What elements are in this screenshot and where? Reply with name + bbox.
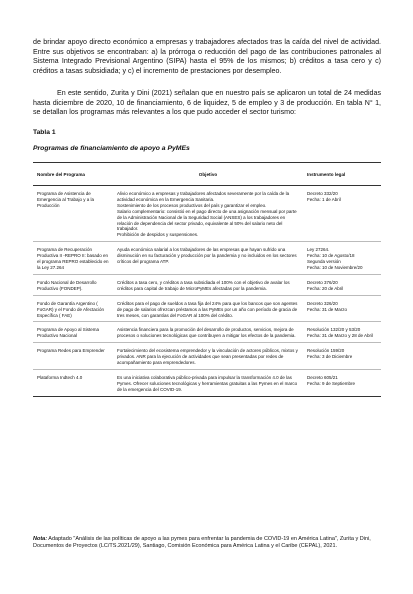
legal-line: Fecha: 9 de Septiembre: [307, 380, 356, 386]
paragraph: de brindar apoyo directo económico a empresas y trabajadores afectados tras la caída del nivel de actividad. Entre sus objetivos se encontraban: a) la prórroga o reducción del pago de las contribuciones patronales al Sistema Integrado Previsional Argentino (SIPA) hasta el 95% de los mismos; b) créditos a tasa cero y c) créditos a tasas subsidiada; y c) el incremento de prestaciones por desempleo.: [33, 38, 381, 76]
table-title: Programas de financiamiento de apoyo a PyMEs: [33, 145, 190, 152]
table-header-row: [33, 163, 381, 186]
legal-line: Segunda versión: [307, 259, 341, 265]
program-name-cell: Programa de Recuperación Productiva II -REPRO II: basado en el programa REPRO establecido en la Ley 27.264: [33, 242, 113, 275]
column-header-legal: Instrumento legal: [303, 163, 381, 186]
objective-cell: [113, 242, 303, 275]
objective-line: Alivio económico a empresas y trabajadores afectados severamente por la caída de la actividad económica en la Emergencia Sanitaria.: [117, 191, 290, 202]
legal-line: Decreto 332/20: [307, 191, 338, 196]
legal-instrument-cell: [303, 186, 381, 242]
table-row: [33, 186, 381, 242]
program-name-cell: Fondo Nacional de Desarrollo Productivo (FONDEP).: [33, 274, 113, 295]
table-row: [33, 242, 381, 275]
legal-line: Resolución 132/20 y 53/20: [307, 327, 361, 333]
objective-line: Es una iniciativa colaborativa público-privada para impulsar la transformación 4.0 de las Pymes. Ofrecer soluciones tecnológicas y herramientas gratuitas a las Pymes en el marco de la emergencia del COVID-19.: [117, 374, 298, 392]
objective-cell: [113, 343, 303, 370]
legal-line: Fecha: 20 de Abril: [307, 285, 344, 291]
note-text: Adaptado "Análisis de las políticas de apoyo a las pymes para enfrentar la pandemia de COVID-19 en América Latina", Zurita y Dini, Documentos de Proyectos (LC/TS.2021/29), Santiago, Comisión Económica para América Latina y el Caribe (CEPAL), 2021.: [33, 536, 371, 550]
source-note: [33, 536, 381, 550]
table-row: [33, 274, 381, 295]
objective-cell: [113, 369, 303, 396]
note-label: Nota:: [33, 536, 48, 542]
program-name-cell: Plataforma Indtech 4.0: [33, 369, 113, 396]
legal-line: Fecha: 10 de Noviembre/20: [307, 264, 363, 270]
programs-table: [33, 162, 381, 397]
legal-line: Fecha: 1 de Abril: [307, 196, 341, 202]
legal-line: Decreto 605/21: [307, 374, 338, 380]
legal-line: Fecha: 31 de Marzo: [307, 306, 348, 312]
table-row: [33, 322, 381, 343]
objective-cell: [113, 322, 303, 343]
legal-line: Decreto 376/20: [307, 279, 338, 285]
table-row: [33, 369, 381, 396]
objective-cell: [113, 186, 303, 242]
legal-instrument-cell: [303, 343, 381, 370]
program-name-cell: Programa de Apoyo al Sistema Productivo Nacional: [33, 322, 113, 343]
objective-line: Ayuda económica salarial a los trabajadores de las empresas que hayan sufrido una disminución en su facturación y producción por la pandemia y no incluidos en los sectores críticos del programa ATP.: [117, 247, 297, 265]
legal-line: Fecha: 10 de Agosto/18: [307, 253, 355, 259]
table-row: [33, 295, 381, 322]
legal-instrument-cell: [303, 295, 381, 322]
objective-line: Salario complementario: consistió en el pago directo de una asignación mensual por parte de la Administración Nacional de la Seguridad Social (ANSES) a los trabajadores en relación de dependencia del sector privado, equivalente al 50% del salario neto del trabajador.: [117, 208, 297, 232]
legal-line: Fecha: 31 de Marzo y 28 de Abril: [307, 333, 374, 339]
paragraph: En este sentido, Zurita y Dini (2021) señalan que en nuestro país se aplicaron un total de 24 medidas hasta diciembre de 2020, 10 de financiamiento, 6 de liquidez, 5 de empleo y 3 de producción. En tabla N° 1, se detallan los programas más relevantes a los que pudo acceder el sector turismo:: [33, 89, 381, 117]
legal-instrument-cell: [303, 369, 381, 396]
legal-line: Ley 27264.: [307, 247, 330, 253]
legal-instrument-cell: [303, 274, 381, 295]
objective-line: Asistencia financiera para la promoción del desarrollo de productos, servicios, mejora de procesos o soluciones tecnológicas que contribuyen a mitigar los efectos de la pandemia.: [117, 327, 296, 339]
table-label: Tabla 1: [33, 129, 56, 136]
legal-line: Resolución 159/20: [307, 348, 345, 354]
program-name-cell: Fondo de Garantía Argentino ( FoGAR) y el Fondo de Afectación Específica ( FAE): [33, 295, 113, 322]
column-header-objective: Objetivo: [113, 163, 303, 186]
objective-line: Fortalecimiento del ecosistema emprendedor y la vinculación de actores públicos, mixtos y privados. ANR para la ejecución de actividades que sean presentadas por redes de acompañamiento para emprendedores.: [117, 348, 298, 366]
legal-line: Fecha: 3 de Diciembre: [307, 354, 353, 360]
objective-line: Créditos para el pago de sueldos a tasa fija del 24% para que los bancos que son agentes de pago de salarios ofrezcan préstamos a las PyMEs por un año con período de gracia de tres meses, con garantías del FoGAR al 100% del crédito.: [117, 300, 298, 318]
legal-instrument-cell: [303, 242, 381, 275]
table-row: [33, 343, 381, 370]
program-name-cell: Programa de Asistencia de Emergencia al Trabajo y a la Producción: [33, 186, 113, 242]
objective-line: Créditos a tasa cero, y créditos a tasa subsidiada el 100% con el objetivo de avalar los créditos para capital de trabajo de MicroPyMEs afectadas por la pandemia.: [117, 279, 290, 291]
objective-cell: [113, 295, 303, 322]
legal-line: Decreto 326/20: [307, 300, 338, 306]
objective-line: Sostenimiento de los procesos productivos del país y garantizar el empleo.: [117, 202, 267, 208]
program-name-cell: Programa Redes para Emprender: [33, 343, 113, 370]
legal-instrument-cell: [303, 322, 381, 343]
objective-line: Prohibición de despidos y suspensiones.: [117, 232, 199, 238]
objective-cell: [113, 274, 303, 295]
column-header-name: Nombre del Programa: [33, 163, 113, 186]
